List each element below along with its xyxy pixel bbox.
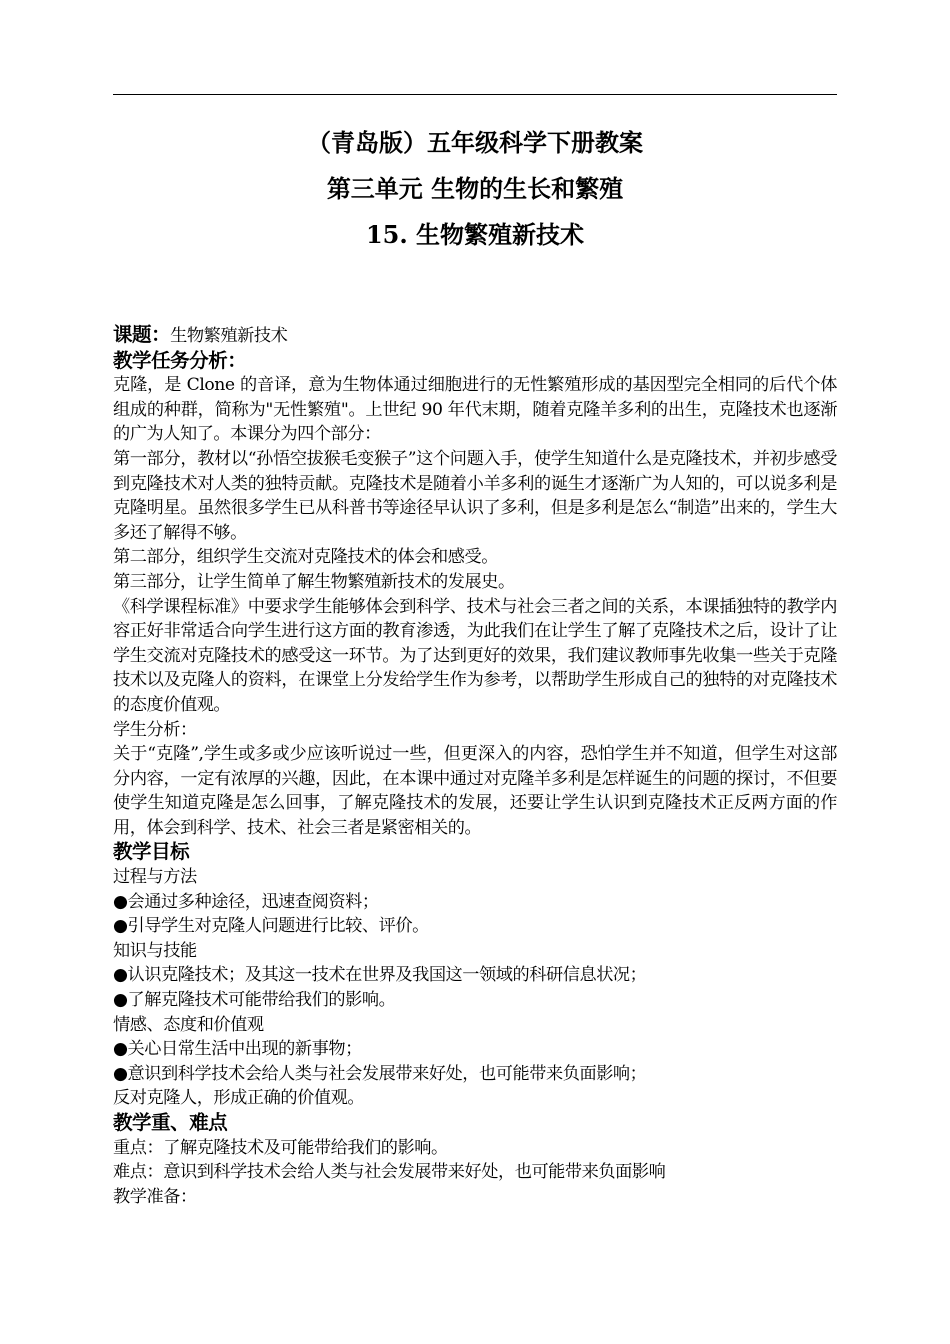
goal-knowledge-label: 知识与技能 <box>113 940 197 961</box>
preparation-label: 教学准备： <box>113 1186 197 1207</box>
task-paragraph: 《科学课程标准》中要求学生能够体会到科学、技术与社会三者之间的关系，本课插独特的教学内容正好非常适合向学生进行这方面的教育渗透，为此我们在让学生了解了克隆技术之后，设计了让学生交流对克隆技术的感受这一环节。为了达到更好的效果，我们建议教师事先收集一些关于克隆技术以及克隆人的资料，在课堂上分发给学生作为参考，以帮助学生形成自己的独特的对克隆技术的态度价值观。 <box>113 596 837 715</box>
document-title: （青岛版）五年级科学下册教案 <box>307 128 643 157</box>
section-heading-goals: 教学目标 <box>113 840 190 864</box>
student-analysis-paragraph: 关于“克隆”,学生或多或少应该听说过一些，但更深入的内容，恐怕学生并不知道，但学生对这部分内容，一定有浓厚的兴趣，因此，在本课中通过对克隆羊多利是怎样诞生的问题的探讨，不但要使学生知道克隆是怎么回事，了解克隆技术的发展，还要让学生认识到克隆技术正反两方面的作用，体会到科学、技术、社会三者是紧密相关的。 <box>113 744 837 838</box>
unit-title: 第三单元 生物的生长和繁殖 <box>326 174 624 203</box>
goal-item: 反对克隆人，形成正确的价值观。 <box>113 1088 365 1109</box>
section-heading-task: 教学任务分析： <box>113 348 247 372</box>
task-paragraph: 第一部分，教材以“孙悟空拔猴毛变猴子”这个问题入手，使学生知道什么是克隆技术，并初步感受到克隆技术对人类的独特贡献。克隆技术是随着小羊多利的诞生才逐渐广为人知的，可以说多利是克隆明星。虽然很多学生已从科普书等途径早认识了多利，但是多利是怎么“制造”出来的，学生大多还了解得不够。 <box>113 448 837 543</box>
topic-label: 课题： <box>113 323 171 346</box>
goal-process-label: 过程与方法 <box>113 867 197 888</box>
topic-value: 生物繁殖新技术 <box>170 326 288 346</box>
title-block <box>113 128 837 250</box>
task-paragraph: 第二部分，组织学生交流对克隆技术的体会和感受。 <box>113 547 498 568</box>
topic-line <box>113 323 837 349</box>
goal-item: ●会通过多种途径，迅速查阅资料； <box>113 891 379 912</box>
header-rule <box>113 94 837 95</box>
goal-item: ●关心日常生活中出现的新事物； <box>113 1039 362 1060</box>
goal-item: ●引导学生对克隆人问题进行比较、评价。 <box>113 916 429 937</box>
goal-item: ●认识克隆技术；及其这一技术在世界及我国这一领域的科研信息状况； <box>113 965 647 986</box>
goal-item: ●了解克隆技术可能带给我们的影响。 <box>113 990 396 1011</box>
task-paragraph: 第三部分，让学生简单了解生物繁殖新技术的发展史。 <box>113 571 515 592</box>
key-point: 重点：了解克隆技术及可能带给我们的影响。 <box>113 1137 448 1158</box>
lesson-title: 15. 生物繁殖新技术 <box>365 220 585 249</box>
goal-attitude-label: 情感、态度和价值观 <box>113 1014 264 1035</box>
section-heading-key-points: 教学重、难点 <box>113 1111 228 1134</box>
document-body <box>113 323 837 1209</box>
difficult-point: 难点：意识到科学技术会给人类与社会发展带来好处，也可能带来负面影响 <box>113 1162 666 1183</box>
student-analysis-label: 学生分析： <box>113 719 197 740</box>
task-paragraph: 克隆，是 Clone 的音译，意为生物体通过细胞进行的无性繁殖形成的基因型完全相同的后代个体组成的种群，简称为"无性繁殖"。上世纪 90 年代末期，随着克隆羊多利的出生，克隆技术也逐渐的广为人知了。本课分为四个部分： <box>113 375 837 445</box>
goal-item: ●意识到科学技术会给人类与社会发展带来好处，也可能带来负面影响； <box>113 1063 647 1084</box>
